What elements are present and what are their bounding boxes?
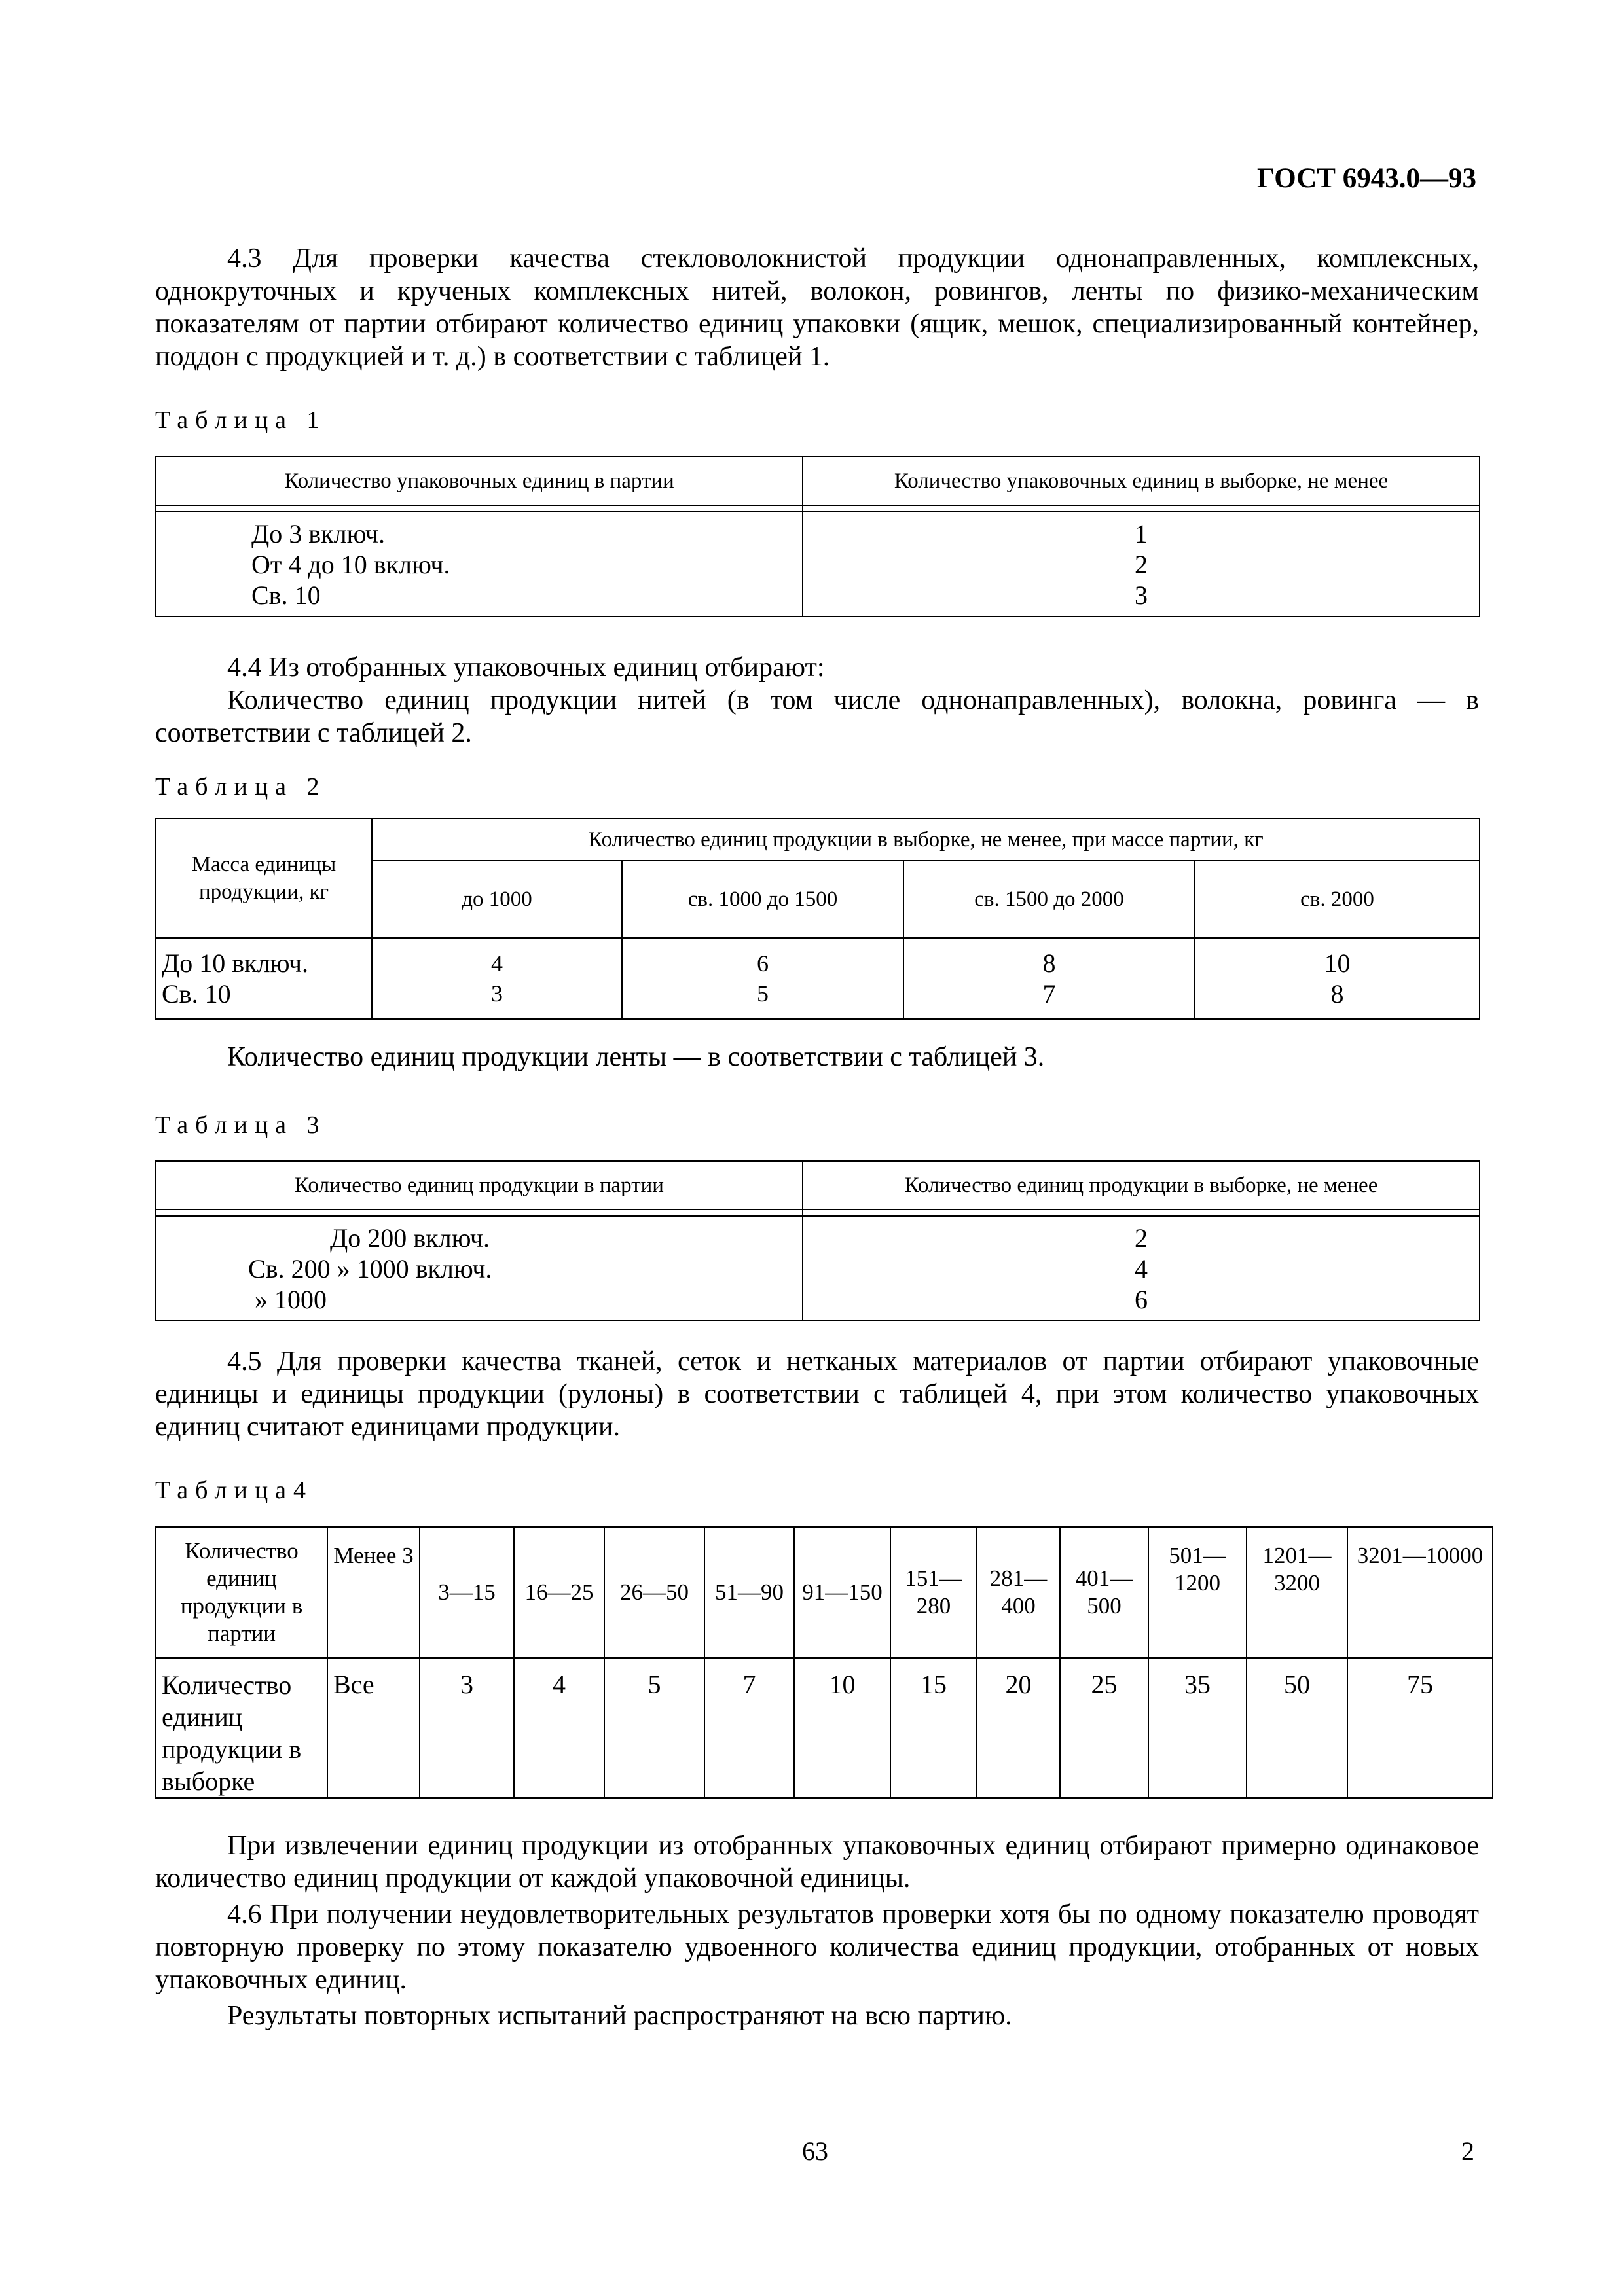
table-1-caption: Таблица 1 (155, 406, 327, 434)
table-1-cell: До 3 включ. (251, 518, 386, 548)
table-1-cell: 2 (1135, 549, 1148, 579)
table-4-cell: 4 (514, 1658, 604, 1798)
table-4-cell: 5 (604, 1658, 704, 1798)
table-1-spacer (156, 505, 803, 512)
table-2-cell: 4 (491, 950, 503, 977)
paragraph-4-5b-text: При извлечении единиц продукции из отобранных упаковочных единиц отбирают примерно одинаковое количество единиц продукции от каждой упаковочной единицы. (155, 1831, 1479, 1893)
paragraph-4-4-text: 4.4 Из отобранных упаковочных единиц отбирают: (227, 653, 825, 683)
paragraph-4-6 (155, 1898, 1479, 1996)
table-3-col2-cells (803, 1216, 1480, 1321)
table-4-cell: Все (327, 1658, 420, 1798)
table-2-subheader: св. 1500 до 2000 (903, 861, 1195, 938)
table-1-col1-cells (156, 512, 803, 617)
table-1-cell: 1 (1135, 518, 1148, 548)
paragraph-4-6b (155, 2000, 1479, 2032)
table-3-cell: 6 (1135, 1284, 1148, 1314)
table-2-subheader: св. 1000 до 1500 (622, 861, 903, 938)
table-4-head-cell: 51—90 (704, 1527, 794, 1658)
paragraph-4-4c (155, 1041, 1479, 1073)
table-4-cell: 10 (794, 1658, 890, 1798)
table-1-col2-cells (803, 512, 1480, 617)
paragraph-4-5 (155, 1345, 1479, 1443)
table-4-cell: 50 (1247, 1658, 1347, 1798)
table-1-header-col2: Количество упаковочных единиц в выборке, не менее (803, 457, 1480, 505)
table-4-head-cell: 16—25 (514, 1527, 604, 1658)
table-2-header-group: Количество единиц продукции в выборке, не менее, при массе партии, кг (372, 819, 1480, 861)
table-2-cell: 10 (1324, 948, 1351, 978)
table-4-head-cell: 281—400 (977, 1527, 1060, 1658)
paragraph-4-3-text: 4.3 Для проверки качества стекловолокнистой продукции однонаправленных, комплексных, однокруточных и крученых комплексных нитей, волокон, ровингов, ленты по физико-механическим показателям от партии отбирают количество единиц упаковки (ящик, мешок, специализированный контейнер, поддон с продукцией и т. д.) в соответствии с таблицей 1. (155, 243, 1479, 372)
table-2-row-label: До 10 включ. (162, 948, 309, 978)
sheet-number: 2 (1461, 2136, 1474, 2166)
table-2-cell: 7 (1042, 979, 1056, 1009)
table-1-cell: Св. 10 (251, 580, 321, 610)
table-1-cell: От 4 до 10 включ. (251, 549, 450, 579)
table-2-header-mass: Масса единицы продукции, кг (156, 819, 372, 938)
table-3 (155, 1160, 1480, 1321)
paragraph-4-4b-text: Количество единиц продукции нитей (в том числе однонаправленных), волокна, ровинга — в соответствии с таблицей 2. (155, 685, 1479, 748)
table-3-col1-cells (156, 1216, 803, 1321)
table-1-header-col1: Количество упаковочных единиц в партии (156, 457, 803, 505)
table-2-subheader: до 1000 (372, 861, 622, 938)
table-3-cell: До 200 включ. (330, 1223, 490, 1253)
table-3-header-col1: Количество единиц продукции в партии (156, 1161, 803, 1210)
table-3-cell: Св. 200 » 1000 включ. (248, 1253, 492, 1283)
table-4-head-cell: 91—150 (794, 1527, 890, 1658)
table-4 (155, 1526, 1493, 1799)
table-1 (155, 456, 1480, 617)
table-4-caption: Таблица4 (155, 1477, 314, 1504)
paragraph-4-5-text: 4.5 Для проверки качества тканей, сеток и нетканых материалов от партии отбирают упаковочные единицы и единицы продукции (рулоны) в соответствии с таблицей 4, при этом количество упаковочных единиц считают единицами продукции. (155, 1346, 1479, 1442)
table-4-cell: 7 (704, 1658, 794, 1798)
paragraph-4-4c-text: Количество единиц продукции ленты — в соответствии с таблицей 3. (227, 1042, 1045, 1072)
table-2-caption: Таблица 2 (155, 773, 327, 800)
table-4-cell: 35 (1148, 1658, 1247, 1798)
table-1-spacer (803, 505, 1480, 512)
table-2-row-labels (156, 938, 372, 1019)
table-3-cell: 2 (1135, 1223, 1148, 1253)
paragraph-4-4 (155, 651, 1479, 684)
table-4-head-label: Количество единиц продукции в партии (156, 1527, 327, 1658)
table-2-col-cells (903, 938, 1195, 1019)
table-2-cell: 8 (1330, 979, 1344, 1009)
table-4-row-label: Количество единиц продукции в выборке (156, 1658, 327, 1798)
table-2-col-cells (1195, 938, 1480, 1019)
table-2 (155, 818, 1480, 1020)
table-4-head-cell: 501—1200 (1148, 1527, 1247, 1658)
table-3-spacer (803, 1210, 1480, 1216)
table-3-cell: » 1000 (255, 1284, 327, 1314)
paragraph-4-6-text: 4.6 При получении неудовлетворительных результатов проверки хотя бы по одному показателю проводят повторную проверку по этому показателю удвоенного количества единиц продукции, отобранных от новых упаковочных единиц. (155, 1899, 1479, 1995)
table-4-head-cell: 3—15 (420, 1527, 514, 1658)
table-2-cell: 3 (491, 980, 503, 1007)
table-3-caption: Таблица 3 (155, 1111, 327, 1139)
table-4-head-cell: Менее 3 (327, 1527, 420, 1658)
standard-number: ГОСТ 6943.0—93 (1257, 163, 1476, 194)
table-4-cell: 25 (1060, 1658, 1148, 1798)
paragraph-4-5b (155, 1829, 1479, 1895)
table-2-cell: 8 (1042, 948, 1056, 978)
table-4-cell: 3 (420, 1658, 514, 1798)
table-4-cell: 75 (1347, 1658, 1493, 1798)
table-2-row-label: Св. 10 (162, 979, 231, 1009)
table-2-col-cells (372, 938, 622, 1019)
table-1-cell: 3 (1135, 580, 1148, 610)
table-2-subheader: св. 2000 (1195, 861, 1480, 938)
table-4-head-cell: 151—280 (890, 1527, 977, 1658)
table-4-head-cell: 401—500 (1060, 1527, 1148, 1658)
paragraph-4-4b (155, 684, 1479, 749)
table-2-col-cells (622, 938, 903, 1019)
table-4-head-cell: 1201—3200 (1247, 1527, 1347, 1658)
table-4-cell: 20 (977, 1658, 1060, 1798)
table-2-cell: 6 (757, 950, 769, 977)
table-4-head-cell: 26—50 (604, 1527, 704, 1658)
table-3-cell: 4 (1135, 1253, 1148, 1283)
table-4-cell: 15 (890, 1658, 977, 1798)
table-3-header-col2: Количество единиц продукции в выборке, не менее (803, 1161, 1480, 1210)
paragraph-4-6b-text: Результаты повторных испытаний распространяют на всю партию. (227, 2001, 1012, 2031)
table-2-cell: 5 (757, 980, 769, 1007)
table-4-head-cell: 3201—10000 (1347, 1527, 1493, 1658)
table-3-spacer (156, 1210, 803, 1216)
paragraph-4-3 (155, 242, 1479, 373)
page-number: 63 (802, 2136, 828, 2166)
